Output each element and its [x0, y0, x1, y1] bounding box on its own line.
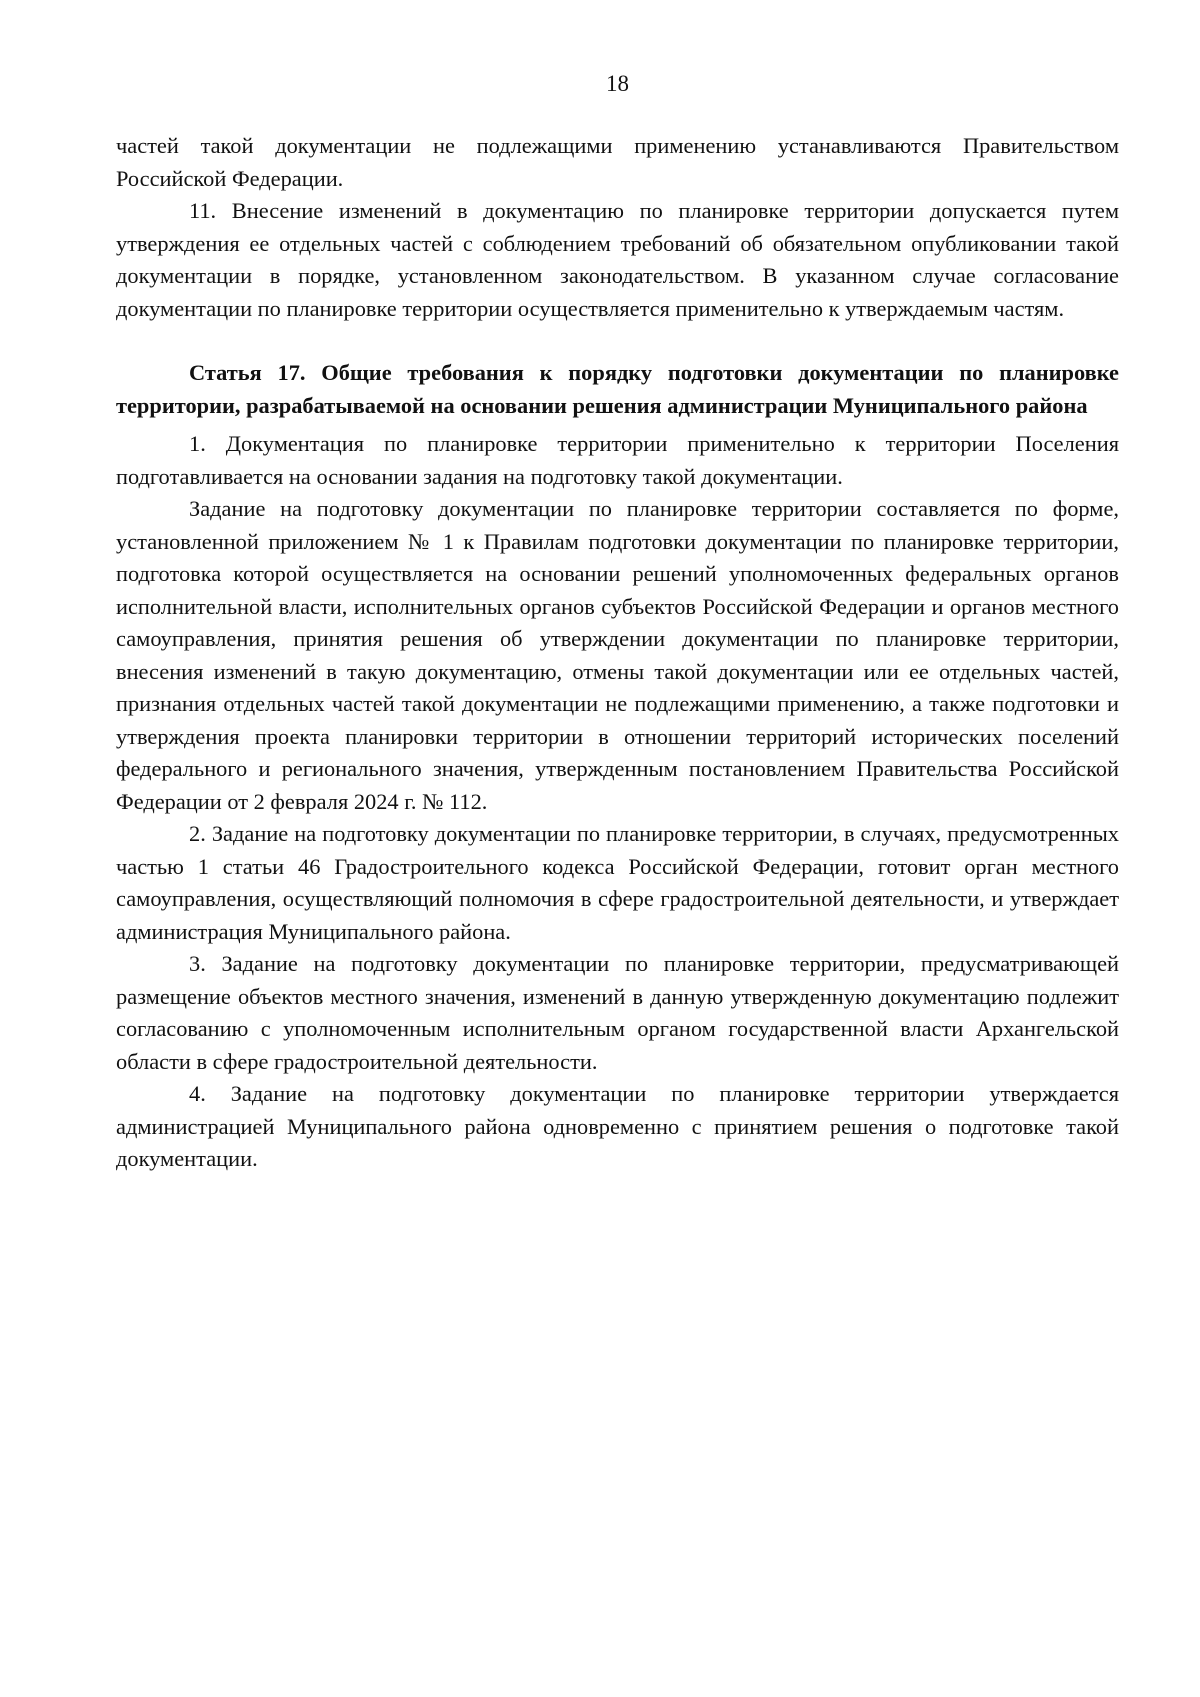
page-number: 18: [606, 71, 629, 96]
article-17-clause-2: 2. Задание на подготовку документации по планировке территории, в случаях, предусмотренных частью 1 статьи 46 Градостроительного кодекса Российской Федерации, готовит орган местного самоуправления, осуществляющий полномочия в сфере градостроительной деятельности, и утверждает администрация Муниципального района.: [116, 821, 1119, 944]
document-body: [116, 130, 1119, 1176]
article-17-heading: Статья 17. Общие требования к порядку подготовки документации по планировке территории, разрабатываемой на основании решения администрации Муниципального района: [116, 360, 1119, 418]
continuation-paragraph: частей такой документации не подлежащими применению устанавливаются Правительством Российской Федерации.: [116, 133, 1119, 191]
article-17-clause-1-task-form: Задание на подготовку документации по планировке территории составляется по форме, установленной приложением № 1 к Правилам подготовки документации по планировке территории, подготовка которой осуществляется на основании решений уполномоченных федеральных органов исполнительной власти, исполнительных органов субъектов Российской Федерации и органов местного самоуправления, принятия решения об утверждении документации по планировке территории, внесения изменений в такую документацию, отмены такой документации или ее отдельных частей, признания отдельных частей такой документации не подлежащими применению, а также подготовки и утверждения проекта планировки территории в отношении территорий исторических поселений федерального и регионального значения, утвержденным постановлением Правительства Российской Федерации от 2 февраля 2024 г. № 112.: [116, 496, 1119, 814]
article-17-clause-3: 3. Задание на подготовку документации по планировке территории, предусматривающей размещение объектов местного значения, изменений в данную утвержденную документацию подлежит согласованию с уполномоченным исполнительным органом государственной власти Архангельской области в сфере градостроительной деятельности.: [116, 951, 1119, 1074]
clause-11-paragraph: 11. Внесение изменений в документацию по планировке территории допускается путем утверждения ее отдельных частей с соблюдением требований об обязательном опубликовании такой документации в порядке, установленном законодательством. В указанном случае согласование документации по планировке территории осуществляется применительно к утверждаемым частям.: [116, 198, 1119, 321]
article-17-clause-4: 4. Задание на подготовку документации по планировке территории утверждается администрацией Муниципального района одновременно с принятием решения о подготовке такой документации.: [116, 1081, 1119, 1171]
article-17-clause-1: 1. Документация по планировке территории применительно к территории Поселения подготавливается на основании задания на подготовку такой документации.: [116, 431, 1119, 489]
